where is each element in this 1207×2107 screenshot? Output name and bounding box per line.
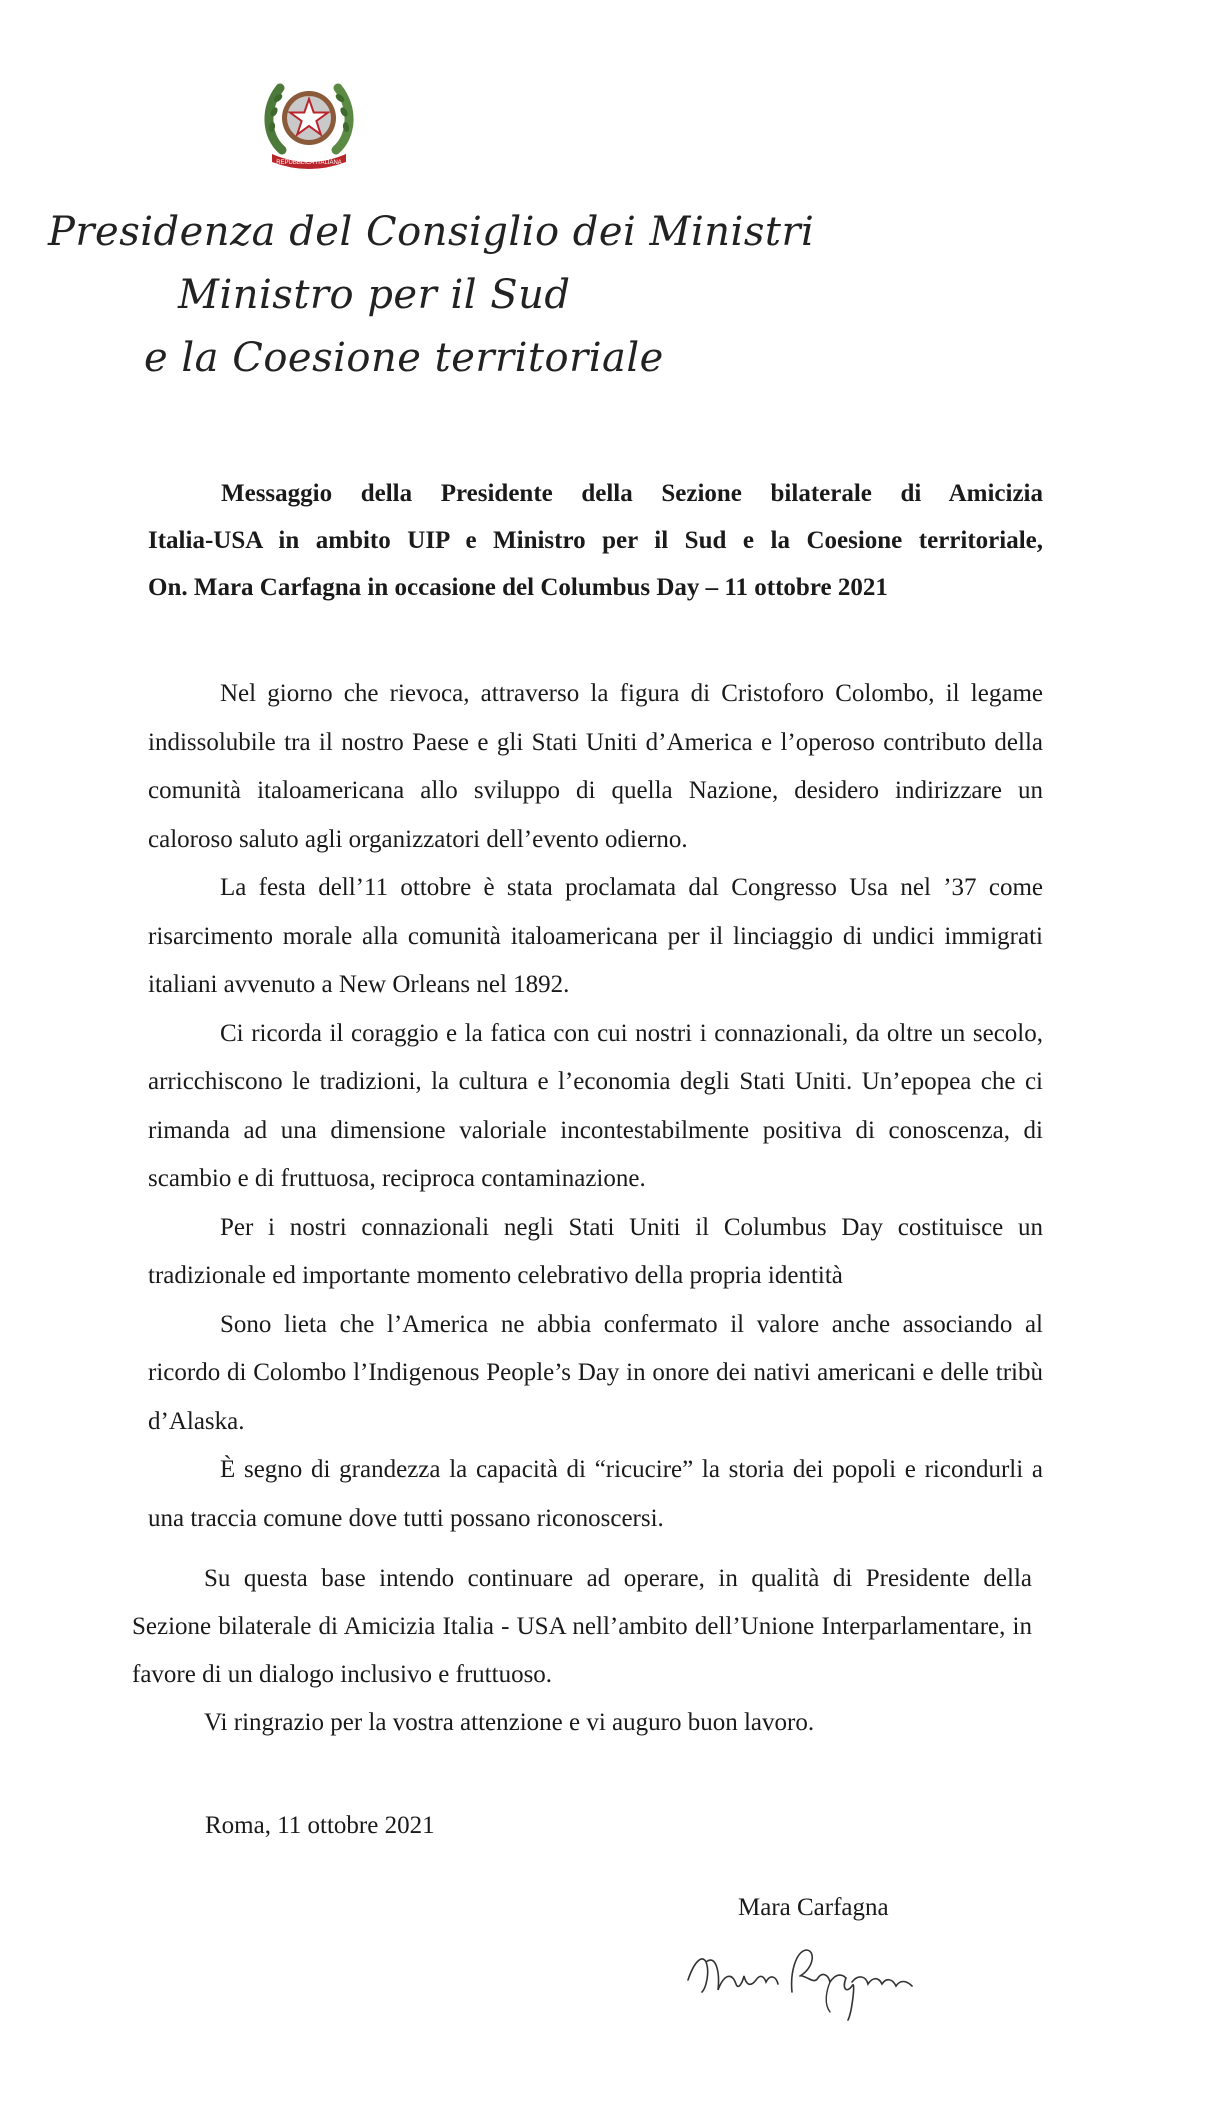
- emblem-ribbon-text: REPUBBLICA ITALIANA: [276, 160, 342, 166]
- body-paragraph: Ci ricorda il coraggio e la fatica con cui nostri i connazionali, da oltre un secolo, arricchiscono le tradizioni, la cultura e l’economia degli Stati Uniti. Un’epopea che ci rimanda ad una dimensione valoriale incontestabilmente positiva di conoscenza, di scambio e di fruttuosa, reciproca contaminazione.: [148, 1019, 1043, 1192]
- place-and-date: Roma, 11 ottobre 2021: [205, 1812, 435, 1839]
- letterhead-line-1: Presidenza del Consiglio dei Ministri: [48, 209, 815, 255]
- signer-name: Mara Carfagna: [738, 1894, 889, 1921]
- body-paragraph: Per i nostri connazionali negli Stati Uniti il Columbus Day costituisce un tradizionale ed importante momento celebrativo della propria identità: [148, 1213, 1043, 1289]
- body-paragraph: Sono lieta che l’America ne abbia confermato il valore anche associando al ricordo di Colombo l’Indigenous People’s Day in onore dei nativi americani e delle tribù d’Alaska.: [148, 1310, 1043, 1435]
- italian-republic-emblem-icon: [262, 72, 356, 174]
- body-paragraph: È segno di grandezza la capacità di “ricucire” la storia dei popoli e ricondurli a una traccia comune dove tutti possano riconoscersi.: [148, 1456, 1043, 1532]
- letterhead-line-3: e la Coesione territoriale: [144, 335, 664, 381]
- closing-paragraph: Vi ringrazio per la vostra attenzione e vi auguro buon lavoro.: [204, 1709, 815, 1736]
- body-paragraph: La festa dell’11 ottobre è stata proclamata dal Congresso Usa nel ’37 come risarcimento morale alla comunità italoamericana per il linciaggio di undici immigrati italiani avvenuto a New Orleans nel 1892.: [148, 874, 1043, 998]
- handwritten-signature-icon: [680, 1932, 950, 2027]
- closing-paragraph: Su questa base intendo continuare ad operare, in qualità di Presidente della Sezione bilaterale di Amicizia Italia - USA nell’ambito dell’Unione Interparlamentare, in favore di un dialogo inclusivo e fruttuoso.: [132, 1565, 1032, 1688]
- message-closing: [132, 1555, 1032, 1747]
- message-title: [148, 470, 1043, 611]
- title-line-3: On. Mara Carfagna in occasione del Columbus Day – 11 ottobre 2021: [148, 574, 888, 601]
- title-line-1: Messaggio della Presidente della Sezione bilaterale di Amicizia: [221, 480, 1043, 507]
- message-body: [148, 670, 1043, 1543]
- body-paragraph: Nel giorno che rievoca, attraverso la figura di Cristoforo Colombo, il legame indissolubile tra il nostro Paese e gli Stati Uniti d’America e l’operoso contributo della comunità italoamericana allo sviluppo di quella Nazione, desidero indirizzare un caloroso saluto agli organizzatori dell’evento odierno.: [148, 680, 1043, 853]
- letterhead-line-2: Ministro per il Sud: [178, 272, 571, 318]
- title-line-2: Italia-USA in ambito UIP e Ministro per il Sud e la Coesione territoriale,: [148, 527, 1043, 554]
